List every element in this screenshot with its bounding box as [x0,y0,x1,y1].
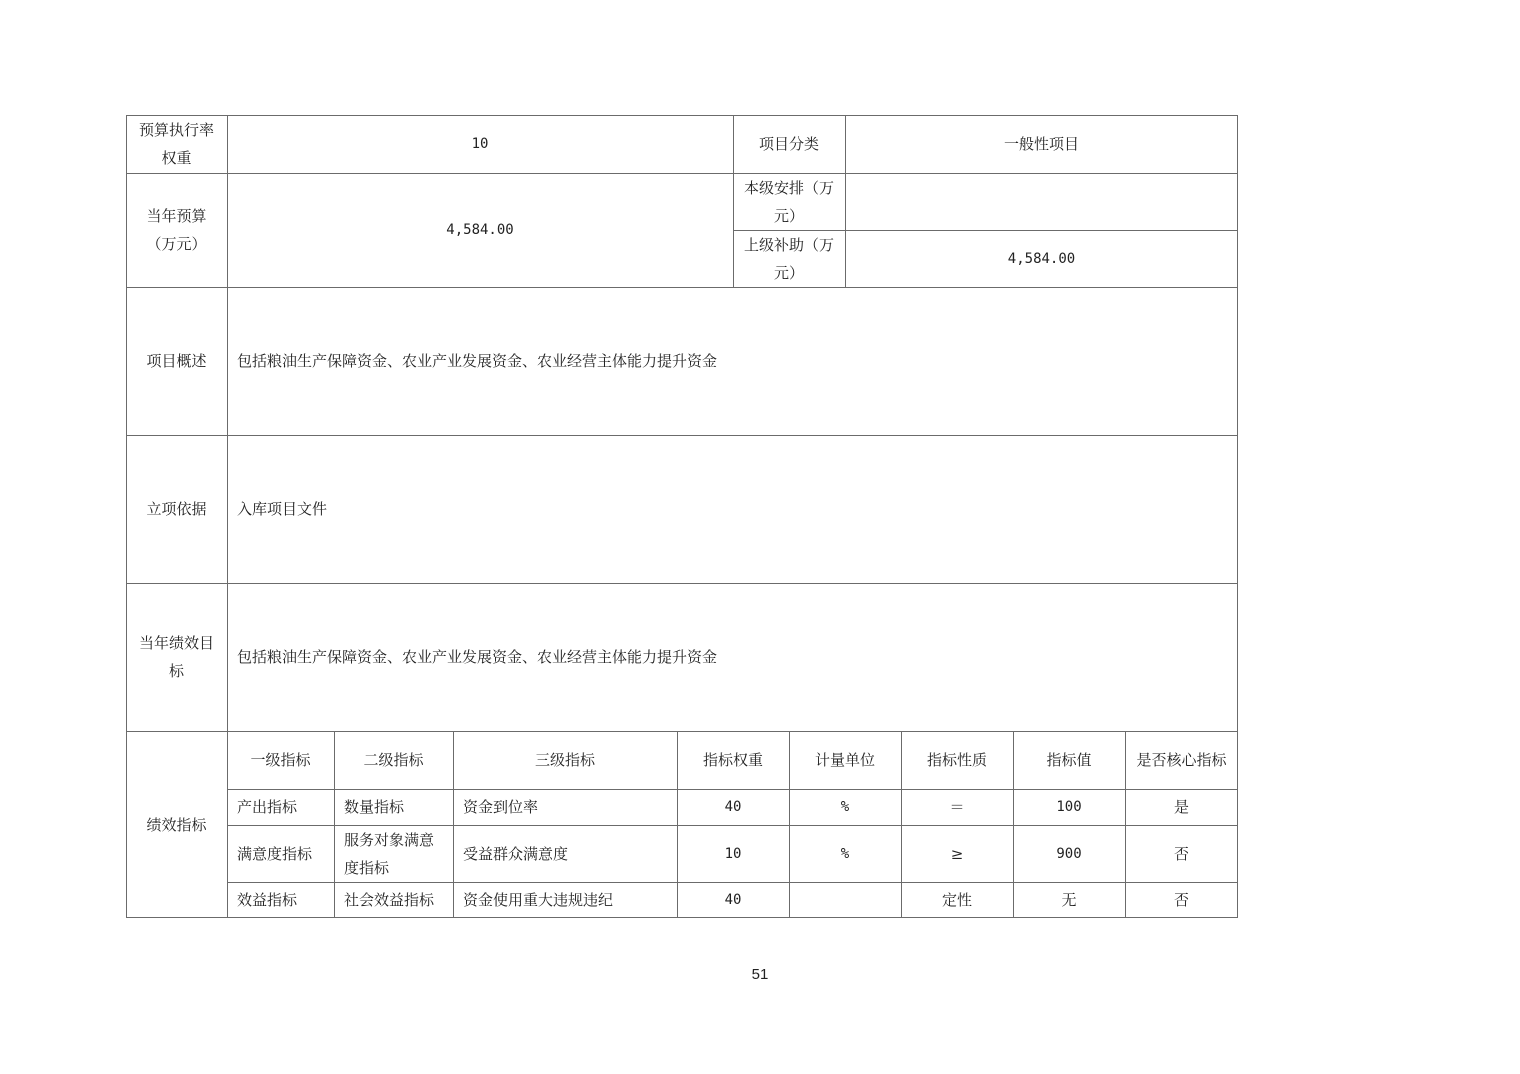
row2-core: 否 [1173,844,1189,863]
hline [126,583,1238,584]
hline [126,287,1238,288]
hline [227,825,1238,826]
border-left [126,115,127,918]
row1-level3: 资金到位率 [463,798,539,816]
header-weight: 指标权重 [702,751,763,769]
row2-level2: 服务对象满意度指标 [344,830,435,877]
header-core: 是否核心指标 [1136,751,1227,769]
project-category-label: 项目分类 [758,135,819,153]
overview-label: 项目概述 [146,352,207,370]
vline [789,731,790,918]
header-level3: 三级指标 [534,751,595,769]
budget-rate-weight-label: 预算执行率权重 [138,121,214,167]
project-category-value: 一般性项目 [1003,135,1079,153]
header-nature: 指标性质 [926,751,987,769]
row2-level1: 满意度指标 [237,844,313,863]
local-arrangement-label: 本级安排（万元） [743,178,834,225]
row3-nature: 定性 [941,891,972,909]
local-arrangement-value [845,173,1238,230]
vline [334,731,335,918]
row3-weight: 40 [724,892,742,908]
row2-value: 900 [1056,845,1082,862]
row1-unit: % [840,799,850,815]
row3-level3: 资金使用重大违规违纪 [463,891,614,909]
row1-value: 100 [1056,799,1082,815]
hline [126,435,1238,436]
hline [126,731,1238,732]
hline [227,882,1238,883]
border-bottom [126,917,1238,918]
row1-weight: 40 [724,799,742,815]
row3-level2: 社会效益指标 [344,891,435,909]
row3-core: 否 [1173,891,1189,909]
indicators-label: 绩效指标 [146,815,207,834]
header-value: 指标值 [1046,751,1092,769]
basis-text: 入库项目文件 [237,500,328,518]
border-right [1237,115,1238,918]
vline [845,115,846,287]
row3-unit [789,882,901,918]
row1-nature: ＝ [949,798,965,816]
goal-text: 包括粮油生产保障资金、农业产业发展资金、农业经营主体能力提升资金 [237,648,718,666]
annual-budget-label: 当年预算（万元） [146,207,207,253]
vline [733,115,734,287]
vline [901,731,902,918]
row2-unit: % [840,845,850,862]
border-top [126,115,1238,116]
row2-weight: 10 [724,845,742,862]
annual-budget-value: 4,584.00 [446,222,514,238]
vline [1013,731,1014,918]
budget-rate-weight-value: 10 [471,136,489,152]
hline [227,789,1238,790]
vline [453,731,454,918]
vline [227,115,228,918]
vline [677,731,678,918]
page-number: 51 [751,966,769,983]
vline [1125,731,1126,918]
row1-level2: 数量指标 [344,798,405,816]
superior-subsidy-value: 4,584.00 [1007,250,1076,267]
basis-label: 立项依据 [146,500,207,518]
row3-value: 无 [1061,891,1077,909]
row2-nature: ≥ [950,844,964,863]
superior-subsidy-label: 上级补助（万元） [743,235,834,282]
row1-core: 是 [1173,798,1189,816]
goal-label: 当年绩效目标 [138,634,214,680]
header-unit: 计量单位 [814,751,875,769]
row1-level1: 产出指标 [237,798,298,816]
performance-table [126,115,1238,918]
header-level2: 二级指标 [363,751,424,769]
hline [126,173,1238,174]
hline [733,230,1238,231]
overview-text: 包括粮油生产保障资金、农业产业发展资金、农业经营主体能力提升资金 [237,352,718,370]
row3-level1: 效益指标 [237,891,298,909]
row2-level3: 受益群众满意度 [463,844,569,863]
header-level1: 一级指标 [250,751,311,769]
